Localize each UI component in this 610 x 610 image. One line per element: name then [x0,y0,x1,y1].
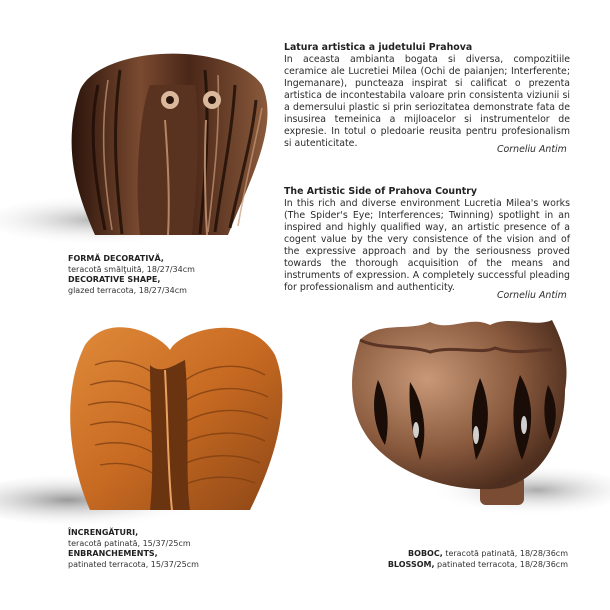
caption-title-ro: ÎNCRENGĂTURI, [68,528,139,537]
en-article-body: In this rich and diverse environment Lucretia Milea's works (The Spider's Eye; Interferences; Twinning) spotlight in an inspired and highly qualified way, an artistic presence of a cogent value by the very consistence of the vision and of the expressive approach and by the seriousness proved towards the thorough acquisition of the means and instruments of expression. A completely successful pleading for professionalism and authenticity. [284,198,570,293]
caption-material-ro: teracotă patinată, 18/28/36cm [442,549,568,558]
caption-material-en: glazed terracota, 18/27/34cm [68,285,187,295]
enbranchements-photo [0,305,300,555]
caption-material-en: patinated terracota, 15/37/25cm [68,559,199,569]
caption-material-ro: teracotă patinată, 15/37/25cm [68,538,191,548]
caption-title-en: BLOSSOM, [387,559,435,569]
ro-article [284,42,570,150]
en-article-author: Corneliu Antim [497,290,567,301]
decorative-shape-photo [0,30,300,280]
caption-material-en: patinated terracota, 18/28/36cm [434,559,568,569]
caption-material-ro: teracotă smălţuită, 18/27/34cm [68,264,195,274]
ro-article-title: Latura artistica a judetului Prahova [284,42,473,53]
blossom-photo [330,310,610,550]
caption-title-ro: FORMĂ DECORATIVĂ, [68,254,164,263]
en-article [284,186,570,294]
caption-blossom [388,549,568,570]
en-article-title: The Artistic Side of Prahova Country [284,186,477,197]
ro-article-body: In aceasta ambianta bogata si diversa, compozitiile ceramice ale Lucretiei Milea (Ochi de paianjen; Interferente; Ingemanare), puncteaza inspirat si calificat o prezenta artistica de incontestabila valoare prin consistenta viziunii si a demersului plastic si prin seriozitatea demonstrate fata de insusirea temeinica a mijloacelor si instrumentelor de expresie. In totul o pledoarie reusita pentru profesionalism si autenticitate. [284,54,570,149]
caption-decorative-shape [68,254,195,296]
ro-article-author: Corneliu Antim [497,144,567,155]
caption-enbranchements [68,528,199,570]
caption-title-ro: BOBOC, [408,549,443,558]
caption-title-en: DECORATIVE SHAPE, [68,275,161,285]
caption-title-en: ENBRANCHEMENTS, [68,549,158,559]
